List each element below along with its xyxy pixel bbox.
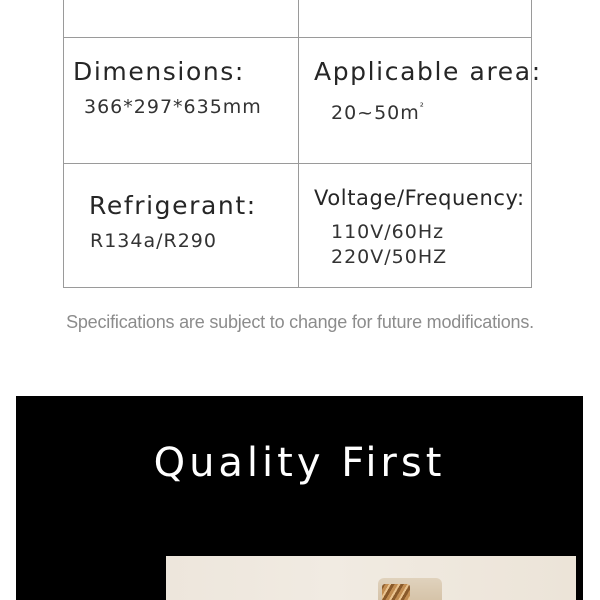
specifications-note: Specifications are subject to change for future modifications.: [66, 312, 534, 332]
product-image: [378, 578, 442, 600]
applicable-area-value: [331, 95, 424, 126]
product-photo: [166, 556, 576, 600]
refrigerant-label: Refrigerant:: [89, 191, 257, 220]
table-column-divider: [298, 0, 299, 287]
table-row-divider: [64, 163, 531, 164]
table-row-divider: [64, 37, 531, 38]
spec-table: [63, 0, 542, 288]
applicable-area-label: Applicable area:: [314, 57, 542, 86]
voltage-frequency-value-2: 220V/50HZ: [331, 246, 448, 268]
applicable-area-number: 20~50m: [331, 102, 420, 124]
dimensions-value: 366*297*635mm: [84, 96, 262, 118]
refrigerant-value: R134a/R290: [90, 230, 217, 252]
voltage-frequency-value-1: 110V/60Hz: [331, 221, 445, 243]
banner-title: Quality First: [153, 440, 446, 486]
area-unit-superscript: ²: [419, 102, 424, 113]
voltage-frequency-label: Voltage/Frequency:: [314, 186, 525, 210]
dimensions-label: Dimensions:: [73, 57, 245, 86]
quality-banner: [16, 396, 583, 600]
